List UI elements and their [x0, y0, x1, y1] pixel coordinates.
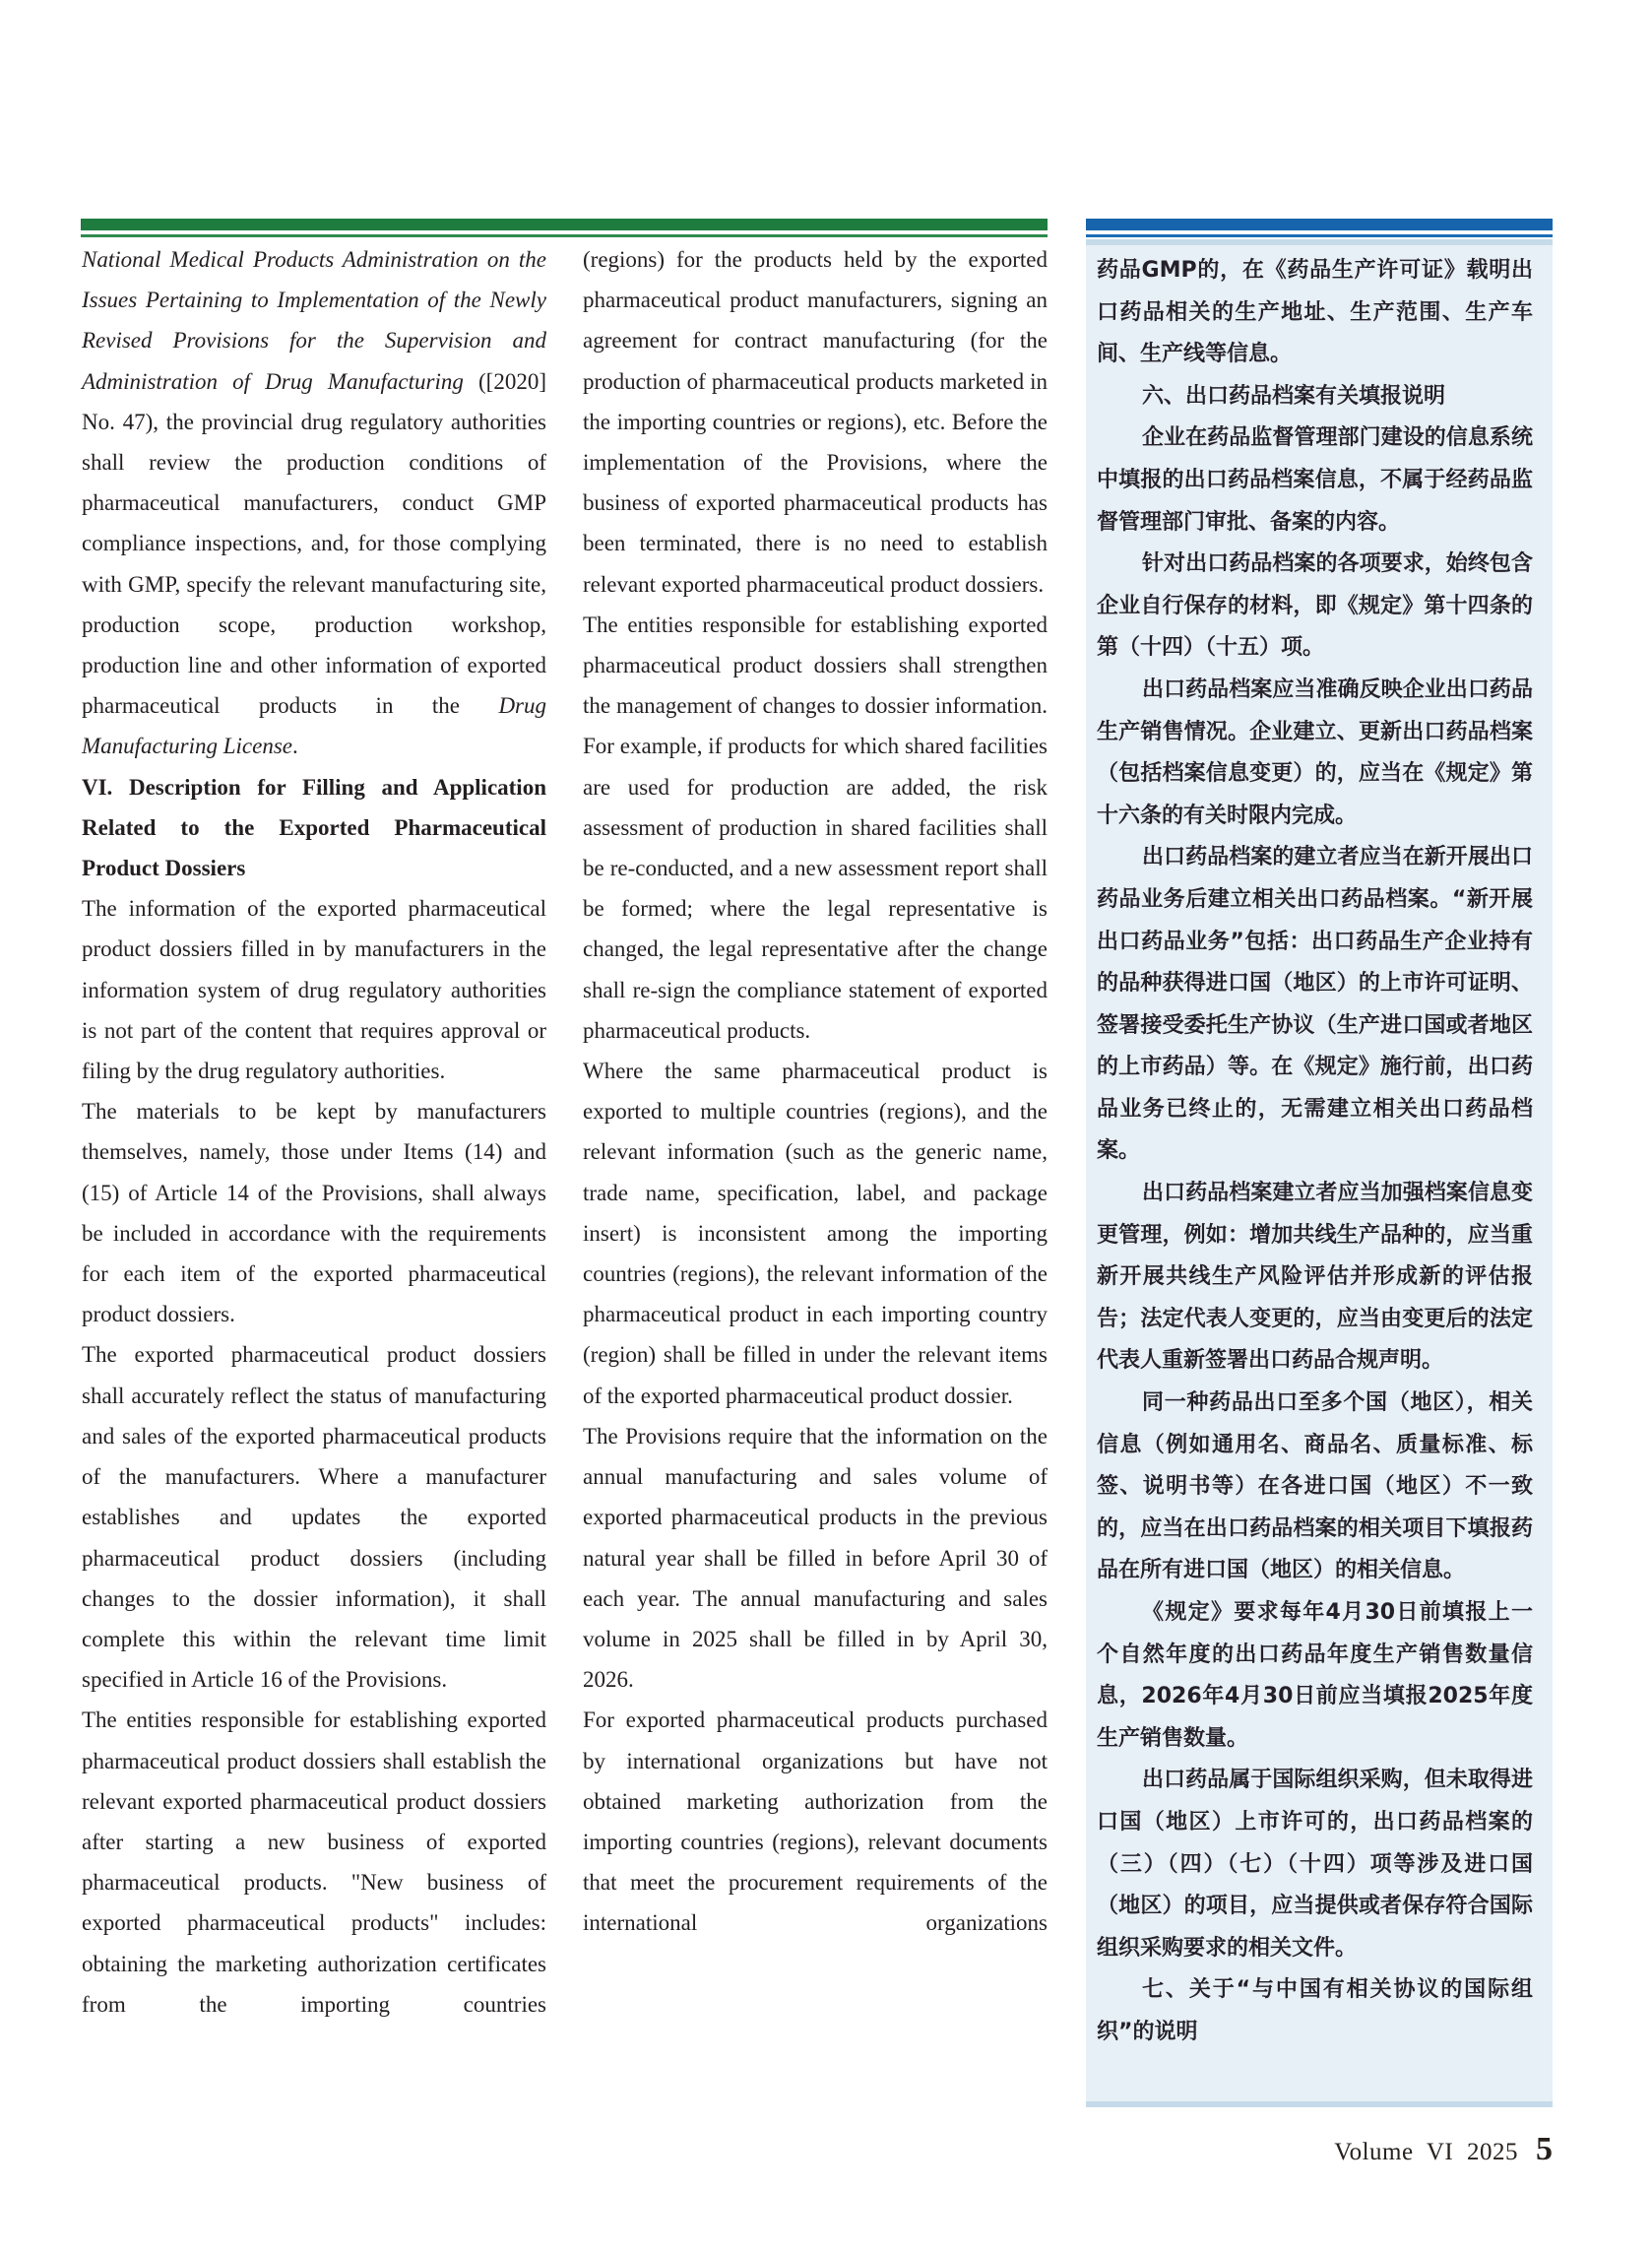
body-paragraph: 同一种药品出口至多个国（地区），相关信息（例如通用名、商品名、质量标准、标签、说明书等）在各进口国（地区）不一致的，应当在出口药品档案的相关项目下填报药品在所有进口国（地区）的相关信息。	[1097, 1390, 1533, 1583]
volume-label: Volume VI 2025	[1334, 2139, 1518, 2165]
chinese-column	[1097, 250, 1533, 2054]
body-paragraph: The entities responsible for establishing exported pharmaceutical product dossiers shall establish the relevant exported pharmaceutical product dossiers after starting a new business of exported pharmaceutical products. "New business of exported pharmaceutical products" includes: obtaining the marketing authorization certificates from the importing countries	[82, 1707, 546, 2017]
heading-paragraph: 七、关于“与中国有相关协议的国际组织”的说明	[1097, 1977, 1533, 2044]
body-paragraph: 出口药品属于国际组织采购，但未取得进口国（地区）上市许可的，出口药品档案的（三）（四）（七）（十四）项等涉及进口国（地区）的项目，应当提供或者保存符合国际组织采购要求的相关文件。	[1097, 1768, 1533, 1961]
body-paragraph: 出口药品档案的建立者应当在新开展出口药品业务后建立相关出口药品档案。“新开展出口药品业务”包括：出口药品生产企业持有的品种获得进口国（地区）的上市许可证明、签署接受委托生产协议（生产进口国或者地区的上市药品）等。在《规定》施行前，出口药品业务已终止的，无需建立相关出口药品档案。	[1097, 845, 1533, 1164]
body-paragraph: 企业在药品监督管理部门建设的信息系统中填报的出口药品档案信息，不属于经药品监督管理部门审批、备案的内容。	[1097, 425, 1533, 535]
body-paragraph: 出口药品档案应当准确反映企业出口药品生产销售情况。企业建立、更新出口药品档案（包括档案信息变更）的，应当在《规定》第十六条的有关时限内完成。	[1097, 676, 1533, 828]
page-number: 5	[1536, 2131, 1553, 2167]
body-paragraph: The information of the exported pharmaceutical product dossiers filled in by manufacturers in the information system of drug regulatory authorities is not part of the content that requires approval or filing by the drug regulatory authorities.	[82, 896, 546, 1084]
body-paragraph: 针对出口药品档案的各项要求，始终包含企业自行保存的材料，即《规定》第十四条的第（十四）（十五）项。	[1097, 551, 1533, 661]
body-paragraph: The Provisions require that the information on the annual manufacturing and sales volume of exported pharmaceutical products in the previous natural year shall be filled in before April 30 of each year. The annual manufacturing and sales volume in 2025 shall be filled in by April 30, 2026.	[583, 1423, 1048, 1693]
body-paragraph: For exported pharmaceutical products purchased by international organizations but have not obtained marketing authorization from the importing countries (regions), relevant documents that meet the procurement requirements of the international organizations	[583, 1707, 1048, 1936]
green-divider-bar	[81, 219, 1048, 230]
body-paragraph: The materials to be kept by manufacturers themselves, namely, those under Items (14) and (15) of Article 14 of the Provisions, shall always be included in accordance with the requirements for each item of the exported pharmaceutical product dossiers.	[82, 1099, 546, 1327]
body-paragraph: (regions) for the products held by the exported pharmaceutical product manufacturers, signing an agreement for contract manufacturing (for the production of pharmaceutical products marketed in the importing countries or regions), etc. Before the implementation of the Provisions, where the business of exported pharmaceutical products has been terminated, there is no need to establish relevant exported pharmaceutical product dossiers.	[583, 247, 1048, 597]
green-divider-underline	[81, 234, 1048, 237]
heading-paragraph: 六、出口药品档案有关填报说明	[1142, 383, 1446, 409]
body-paragraph: 《规定》要求每年4月30日前填报上一个自然年度的出口药品年度生产销售数量信息，2026年4月30日前应当填报2025年度生产销售数量。	[1097, 1600, 1533, 1751]
english-column-middle	[583, 239, 1048, 1944]
body-paragraph: Where the same pharmaceutical product is exported to multiple countries (regions), and the relevant information (such as the generic name, trade name, specification, label, and package insert) is inconsistent among the importing countries (regions), the relevant information of the pharmaceutical product in each importing country (region) shall be filled in under the relevant items of the exported pharmaceutical product dossier.	[583, 1059, 1048, 1408]
english-column-left	[82, 239, 546, 2025]
page-footer	[1086, 2131, 1553, 2168]
heading-paragraph: VI. Description for Filling and Application Related to the Exported Pharmaceutical Product Dossiers	[82, 774, 546, 881]
body-paragraph: National Medical Products Administration on the Issues Pertaining to Implementation of the Newly Revised Provisions for the Supervision and Administration of Drug Manufacturing ([2020] No. 47), the provincial drug regulatory authorities shall review the production conditions of pharmaceutical manufacturers, conduct GMP compliance inspections, and, for those complying with GMP, specify the relevant manufacturing site, production scope, production workshop, production line and other information of exported pharmaceutical products in the Drug Manufacturing License.	[82, 247, 546, 759]
body-paragraph: 出口药品档案建立者应当加强档案信息变更管理，例如：增加共线生产品种的，应当重新开展共线生产风险评估并形成新的评估报告；法定代表人变更的，应当由变更后的法定代表人重新签署出口药品合规声明。	[1097, 1181, 1533, 1374]
body-paragraph: The exported pharmaceutical product dossiers shall accurately reflect the status of manufacturing and sales of the exported pharmaceutical products of the manufacturers. Where a manufacturer establishes and updates the exported pharmaceutical product dossiers (including changes to the dossier information), it shall complete this within the relevant time limit specified in Article 16 of the Provisions.	[82, 1342, 546, 1693]
blue-divider-bar	[1086, 219, 1553, 230]
blue-divider-underline	[1086, 234, 1553, 237]
body-paragraph: The entities responsible for establishing exported pharmaceutical product dossiers shall strengthen the management of changes to dossier information. For example, if products for which shared facilities are used for production are added, the risk assessment of production in shared facilities shall be re-conducted, and a new assessment report shall be formed; where the legal representative is changed, the legal representative after the change shall re-sign the compliance statement of exported pharmaceutical products.	[583, 612, 1048, 1043]
body-paragraph: 药品GMP的，在《药品生产许可证》载明出口药品相关的生产地址、生产范围、生产车间、生产线等信息。	[1097, 258, 1533, 367]
